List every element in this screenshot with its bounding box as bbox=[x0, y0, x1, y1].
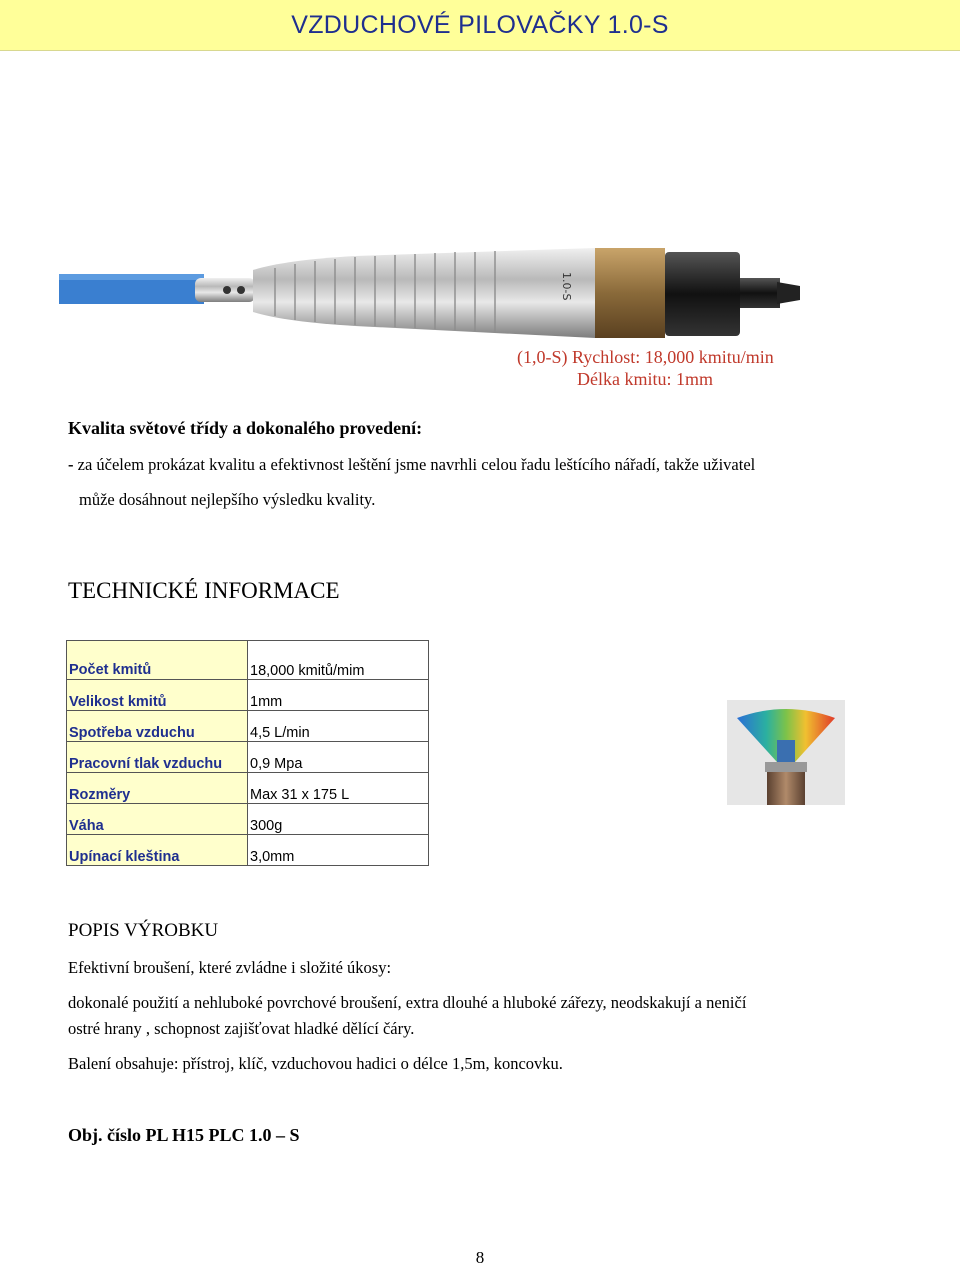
table-row bbox=[67, 773, 429, 804]
caption-speed: (1,0-S) Rychlost: 18,000 kmitu/min bbox=[517, 347, 774, 367]
intro-line-1 bbox=[68, 455, 755, 475]
stroke-fan-illustration bbox=[727, 700, 845, 805]
spec-label: Spotřeba vzduchu bbox=[67, 711, 248, 742]
order-number: Obj. číslo PL H15 PLC 1.0 – S bbox=[68, 1125, 300, 1145]
bullet-dash: - bbox=[68, 455, 74, 474]
intro-line-2: může dosáhnout nejlepšího výsledku kvality. bbox=[79, 490, 376, 509]
intro-line-1-text: za účelem prokázat kvalitu a efektivnost leštění jsme navrhli celou řadu leštícího nářadí, takže uživatel bbox=[77, 455, 756, 474]
description-line-3: ostré hrany , schopnost zajišťovat hladké dělící čáry. bbox=[68, 1019, 415, 1038]
spec-value: 3,0mm bbox=[248, 835, 429, 866]
package-contents: Balení obsahuje: přístroj, klíč, vzduchovou hadici o délce 1,5m, koncovku. bbox=[68, 1054, 563, 1073]
spec-value: 18,000 kmitů/mim bbox=[248, 641, 429, 680]
spec-label: Upínací kleština bbox=[67, 835, 248, 866]
product-description-title: POPIS VÝROBKU bbox=[68, 920, 219, 941]
spec-value: 1mm bbox=[248, 680, 429, 711]
page-title: VZDUCHOVÉ PILOVAČKY 1.0-S bbox=[291, 10, 669, 39]
spec-value: Max 31 x 175 L bbox=[248, 773, 429, 804]
spec-value: 300g bbox=[248, 804, 429, 835]
spec-label: Váha bbox=[67, 804, 248, 835]
table-row bbox=[67, 835, 429, 866]
spec-label: Počet kmitů bbox=[67, 641, 248, 680]
description-line-2: dokonalé použití a nehluboké povrchové broušení, extra dlouhé a hluboké zářezy, neodskakují a neničí bbox=[68, 993, 747, 1012]
intro-heading: Kvalita světové třídy a dokonalého provedení: bbox=[68, 418, 423, 438]
table-row bbox=[67, 680, 429, 711]
air-file-tool-image bbox=[55, 230, 835, 350]
table-row bbox=[67, 804, 429, 835]
tech-info-title: TECHNICKÉ INFORMACE bbox=[68, 578, 340, 603]
table-row bbox=[67, 742, 429, 773]
svg-text:1.0-S: 1.0-S bbox=[560, 272, 573, 301]
page-title-bar bbox=[0, 0, 960, 51]
spec-value: 4,5 L/min bbox=[248, 711, 429, 742]
caption-stroke: Délka kmitu: 1mm bbox=[577, 369, 713, 389]
spec-label: Velikost kmitů bbox=[67, 680, 248, 711]
description-line-1: Efektivní broušení, které zvládne i složité úkosy: bbox=[68, 958, 392, 977]
spec-label: Rozměry bbox=[67, 773, 248, 804]
engraving bbox=[560, 272, 573, 300]
tech-spec-table bbox=[66, 640, 429, 866]
table-row bbox=[67, 641, 429, 680]
spec-label: Pracovní tlak vzduchu bbox=[67, 742, 248, 773]
table-row bbox=[67, 711, 429, 742]
page-number: 8 bbox=[475, 1248, 485, 1267]
spec-value: 0,9 Mpa bbox=[248, 742, 429, 773]
product-caption bbox=[517, 346, 774, 390]
